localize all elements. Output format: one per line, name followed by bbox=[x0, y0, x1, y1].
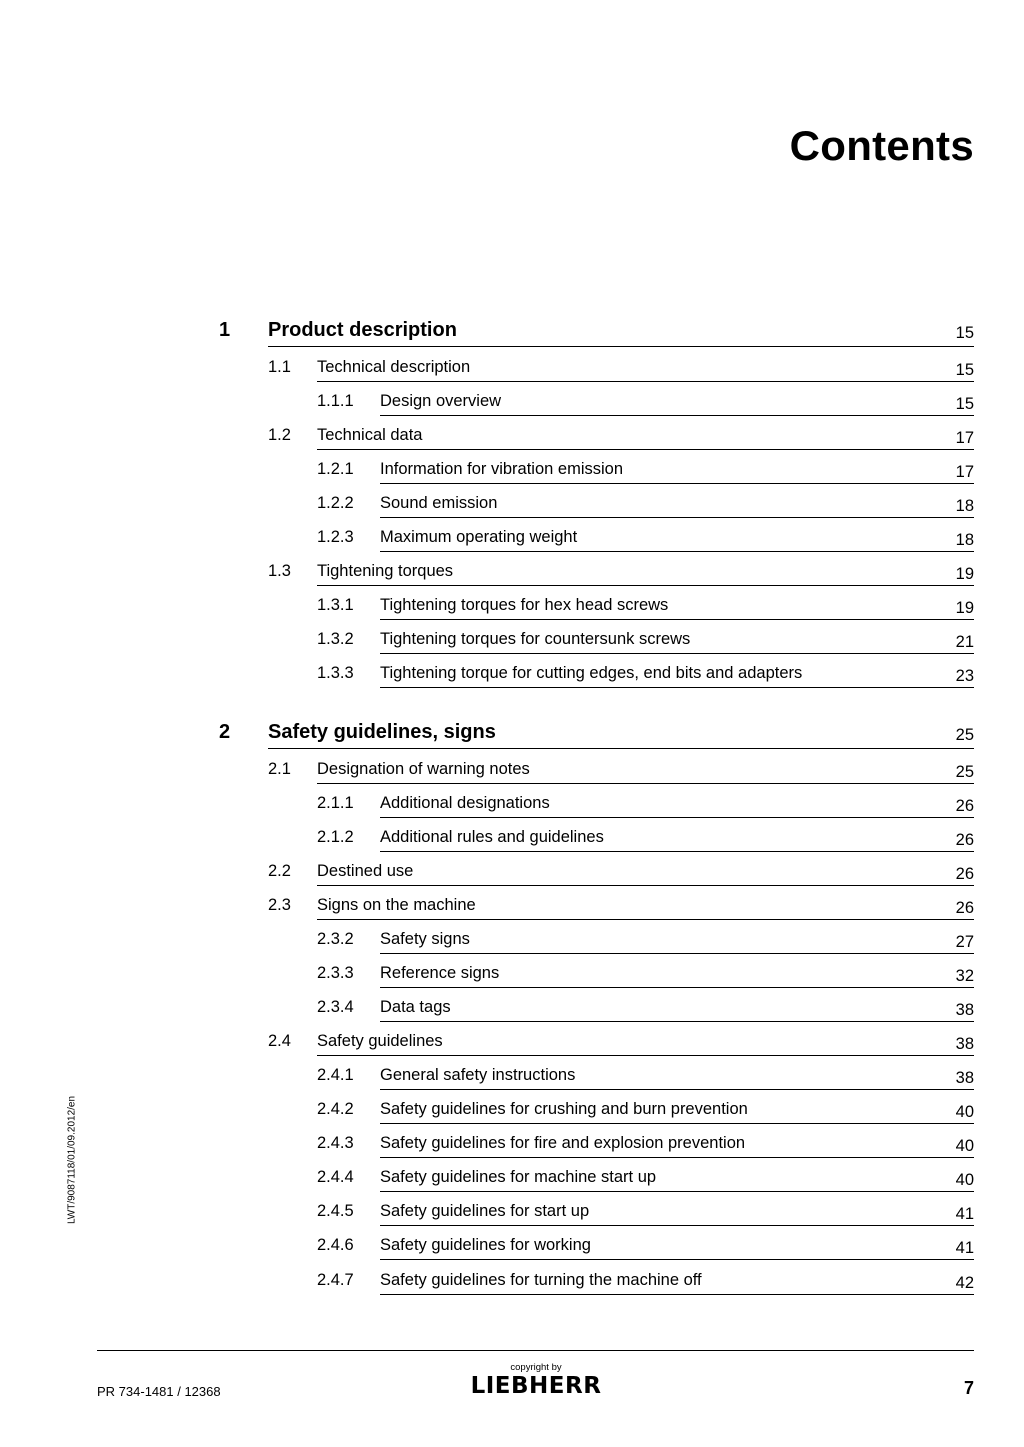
toc-underline bbox=[380, 415, 974, 416]
toc-label: Safety guidelines for turning the machine off bbox=[380, 1271, 702, 1289]
toc-number: 2.4.1 bbox=[317, 1066, 354, 1084]
toc-label: Additional rules and guidelines bbox=[380, 828, 604, 846]
toc-label: Data tags bbox=[380, 998, 451, 1016]
toc-number: 2.3.4 bbox=[317, 998, 354, 1016]
toc-number: 1.2.3 bbox=[317, 528, 354, 546]
toc-label: Destined use bbox=[317, 862, 414, 880]
toc-underline bbox=[380, 817, 974, 818]
toc-entry[interactable] bbox=[0, 457, 1024, 487]
toc-underline bbox=[380, 1157, 974, 1158]
toc-page: 17 bbox=[955, 463, 974, 481]
toc-number: 2.3 bbox=[268, 896, 291, 914]
toc-underline bbox=[380, 1225, 974, 1226]
toc-underline bbox=[380, 1191, 974, 1192]
toc-number: 2.3.2 bbox=[317, 930, 354, 948]
toc-entry[interactable] bbox=[0, 1233, 1024, 1263]
toc-entry[interactable] bbox=[0, 355, 1024, 385]
toc-page: 40 bbox=[955, 1103, 974, 1121]
toc-underline bbox=[380, 619, 974, 620]
toc-number: 2.4.3 bbox=[317, 1134, 354, 1152]
toc-label: Tightening torques for hex head screws bbox=[380, 596, 669, 614]
toc-number: 1.1 bbox=[268, 358, 291, 376]
toc-page: 26 bbox=[955, 797, 974, 815]
toc-underline bbox=[317, 381, 974, 382]
toc-number: 2.4.4 bbox=[317, 1168, 354, 1186]
toc-number: 2.4 bbox=[268, 1032, 291, 1050]
toc-label: Technical data bbox=[317, 426, 423, 444]
toc-entry[interactable] bbox=[0, 1199, 1024, 1229]
toc-label: Safety guidelines for machine start up bbox=[380, 1168, 657, 1186]
document-revision-code: LWT/9087118/01/09.2012/en bbox=[66, 1095, 78, 1225]
toc-entry[interactable] bbox=[0, 893, 1024, 923]
toc-underline bbox=[317, 449, 974, 450]
toc-number: 1.2.1 bbox=[317, 460, 354, 478]
toc-underline bbox=[268, 748, 974, 749]
toc-underline bbox=[380, 1021, 974, 1022]
toc-page: 18 bbox=[955, 497, 974, 515]
toc-label: Safety guidelines bbox=[317, 1032, 443, 1050]
toc-entry[interactable] bbox=[0, 661, 1024, 691]
toc-underline bbox=[317, 1055, 974, 1056]
liebherr-logo: LIEBHERR bbox=[470, 1373, 602, 1399]
toc-label: Reference signs bbox=[380, 964, 500, 982]
toc-underline bbox=[380, 517, 974, 518]
page-title: Contents bbox=[789, 122, 974, 169]
toc-number: 1.2.2 bbox=[317, 494, 354, 512]
toc-number: 1.3.1 bbox=[317, 596, 354, 614]
toc-number: 1.3.3 bbox=[317, 664, 354, 682]
toc-underline bbox=[317, 783, 974, 784]
toc-label: Tightening torques for countersunk screws bbox=[380, 630, 691, 648]
toc-page: 32 bbox=[955, 967, 974, 985]
toc-entry[interactable] bbox=[0, 721, 1024, 751]
toc-label: Design overview bbox=[380, 392, 502, 410]
toc-number: 2 bbox=[219, 721, 231, 743]
toc-label: Tightening torques bbox=[317, 562, 454, 580]
copyright-label: copyright by bbox=[510, 1362, 562, 1373]
toc-entry[interactable] bbox=[0, 559, 1024, 589]
toc-entry[interactable] bbox=[0, 1097, 1024, 1127]
toc-number: 1.3.2 bbox=[317, 630, 354, 648]
toc-page: 38 bbox=[955, 1001, 974, 1019]
toc-underline bbox=[268, 346, 974, 347]
toc-entry[interactable] bbox=[0, 859, 1024, 889]
toc-entry[interactable] bbox=[0, 627, 1024, 657]
toc-underline bbox=[380, 1089, 974, 1090]
toc-underline bbox=[317, 885, 974, 886]
page-number: 7 bbox=[963, 1378, 974, 1398]
toc-number: 2.4.2 bbox=[317, 1100, 354, 1118]
toc-page: 40 bbox=[955, 1137, 974, 1155]
toc-entry[interactable] bbox=[0, 1131, 1024, 1161]
toc-underline bbox=[380, 1294, 974, 1295]
toc-label: Information for vibration emission bbox=[380, 460, 624, 478]
toc-number: 2.2 bbox=[268, 862, 291, 880]
toc-page: 41 bbox=[955, 1205, 974, 1223]
toc-entry[interactable] bbox=[0, 961, 1024, 991]
toc-label: Product description bbox=[268, 319, 457, 341]
toc-label: Safety guidelines for fire and explosion prevention bbox=[380, 1134, 746, 1152]
toc-page: 41 bbox=[955, 1239, 974, 1257]
toc-page: 25 bbox=[955, 726, 974, 744]
toc-entry[interactable] bbox=[0, 423, 1024, 453]
toc-label: Maximum operating weight bbox=[380, 528, 578, 546]
toc-number: 1.1.1 bbox=[317, 392, 354, 410]
toc-page: 18 bbox=[955, 531, 974, 549]
toc-page: 19 bbox=[955, 565, 974, 583]
toc-page: 15 bbox=[955, 361, 974, 379]
toc-label: Safety guidelines, signs bbox=[268, 721, 496, 743]
toc-number: 1.2 bbox=[268, 426, 291, 444]
toc-page: 15 bbox=[955, 324, 974, 342]
toc-label: Tightening torque for cutting edges, end bits and adapters bbox=[380, 664, 803, 682]
toc-entry[interactable] bbox=[0, 593, 1024, 623]
toc-label: Additional designations bbox=[380, 794, 550, 812]
toc-underline bbox=[380, 551, 974, 552]
toc-number: 2.1.1 bbox=[317, 794, 354, 812]
toc-number: 2.4.7 bbox=[317, 1271, 354, 1289]
toc-page: 26 bbox=[955, 899, 974, 917]
toc-number: 2.4.5 bbox=[317, 1202, 354, 1220]
toc-number: 2.4.6 bbox=[317, 1236, 354, 1254]
toc-page: 26 bbox=[955, 865, 974, 883]
toc-entry[interactable] bbox=[0, 995, 1024, 1025]
toc-page: 40 bbox=[955, 1171, 974, 1189]
toc-page: 38 bbox=[955, 1035, 974, 1053]
toc-page: 27 bbox=[955, 933, 974, 951]
toc-page: 15 bbox=[955, 395, 974, 413]
toc-underline bbox=[380, 1259, 974, 1260]
toc-entry[interactable] bbox=[0, 389, 1024, 419]
toc-number: 2.1 bbox=[268, 760, 291, 778]
toc-underline bbox=[380, 1123, 974, 1124]
toc-label: Sound emission bbox=[380, 494, 498, 512]
toc-label: General safety instructions bbox=[380, 1066, 576, 1084]
toc-entry[interactable] bbox=[0, 491, 1024, 521]
toc-label: Designation of warning notes bbox=[317, 760, 530, 778]
toc-label: Safety guidelines for crushing and burn prevention bbox=[380, 1100, 748, 1118]
toc-page: 26 bbox=[955, 831, 974, 849]
toc-underline bbox=[380, 953, 974, 954]
toc-page: 21 bbox=[955, 633, 974, 651]
toc-number: 2.1.2 bbox=[317, 828, 354, 846]
toc-page: 19 bbox=[955, 599, 974, 617]
toc-underline bbox=[380, 483, 974, 484]
toc-label: Technical description bbox=[317, 358, 471, 376]
toc-label: Safety guidelines for start up bbox=[380, 1202, 590, 1220]
toc-underline bbox=[380, 687, 974, 688]
toc-number: 1 bbox=[219, 319, 231, 341]
toc-entry[interactable] bbox=[0, 319, 1024, 349]
toc-number: 1.3 bbox=[268, 562, 291, 580]
toc-entry[interactable] bbox=[0, 825, 1024, 855]
toc-entry[interactable] bbox=[0, 1029, 1024, 1059]
toc-entry[interactable] bbox=[0, 791, 1024, 821]
toc-label: Signs on the machine bbox=[317, 896, 476, 914]
toc-label: Safety guidelines for working bbox=[380, 1236, 591, 1254]
toc-page: 25 bbox=[955, 763, 974, 781]
toc-entry[interactable] bbox=[0, 757, 1024, 787]
toc-entry[interactable] bbox=[0, 1268, 1024, 1298]
toc-page: 42 bbox=[955, 1274, 974, 1292]
toc-entry[interactable] bbox=[0, 525, 1024, 555]
document-code: PR 734-1481 / 12368 bbox=[97, 1384, 221, 1399]
toc-underline bbox=[317, 585, 974, 586]
toc-number: 2.3.3 bbox=[317, 964, 354, 982]
toc-entry[interactable] bbox=[0, 927, 1024, 957]
toc-underline bbox=[380, 653, 974, 654]
footer-divider bbox=[97, 1350, 974, 1351]
toc-entry[interactable] bbox=[0, 1165, 1024, 1195]
toc-entry[interactable] bbox=[0, 1063, 1024, 1093]
toc-underline bbox=[380, 851, 974, 852]
toc-page: 38 bbox=[955, 1069, 974, 1087]
toc-underline bbox=[380, 987, 974, 988]
toc-page: 17 bbox=[955, 429, 974, 447]
toc-page: 23 bbox=[955, 667, 974, 685]
toc-label: Safety signs bbox=[380, 930, 470, 948]
toc-underline bbox=[317, 919, 974, 920]
